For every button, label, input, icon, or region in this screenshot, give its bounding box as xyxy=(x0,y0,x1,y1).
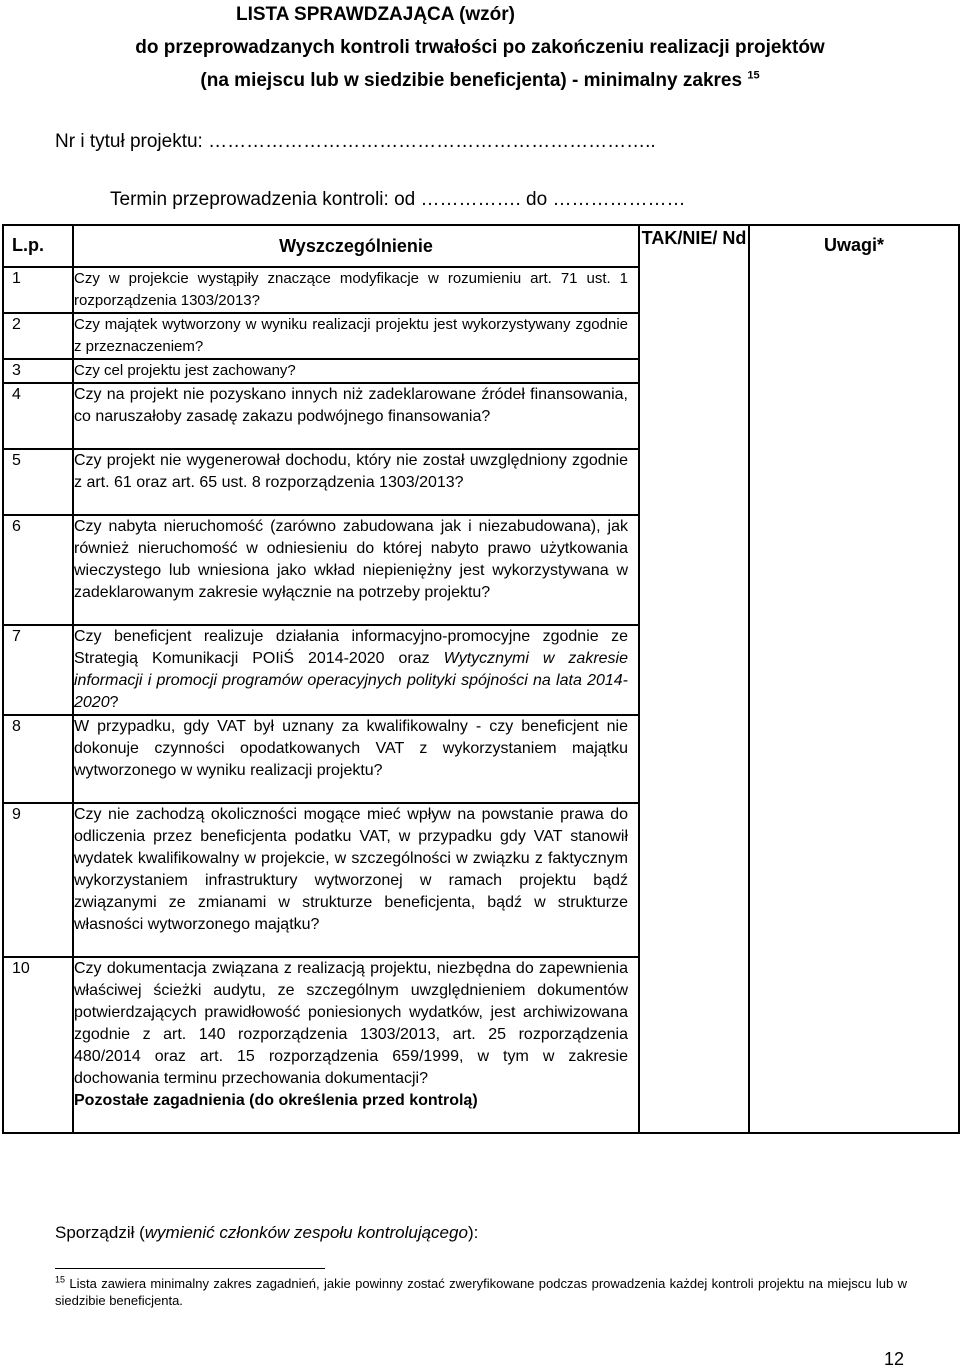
question-text: Czy na projekt nie pozyskano innych niż zadeklarowane źródeł finansowania, co naruszałoby zasadę zakazu podwójnego finansowania? xyxy=(74,386,628,425)
row-question xyxy=(73,715,639,803)
row-number: 3 xyxy=(3,359,73,383)
question-text: Czy projekt nie wygenerował dochodu, który nie został uwzględniony zgodnie z art. 61 oraz art. 65 ust. 8 rozporządzenia 1303/2013? xyxy=(74,452,628,491)
checklist-table xyxy=(2,224,960,1134)
footnote-text: Lista zawiera minimalny zakres zagadnień, jakie powinny zostać zweryfikowane podczas prowadzenia każdej kontroli projektu na miejscu lub w siedzibie beneficjenta. xyxy=(55,1276,907,1308)
prepared-by-end: ): xyxy=(467,1223,479,1242)
question-text-a: Czy beneficjent realizuje działania informacyjno-promocyjne zgodnie ze Strategią Komunikacji POIiŚ 2014-2020 oraz xyxy=(74,628,628,667)
header-answer: TAK/NIE/ Nd xyxy=(639,225,749,1133)
prepared-by xyxy=(55,1222,478,1244)
footnote-mark: 15 xyxy=(55,1274,66,1285)
project-title-field: Nr i tytuł projektu: …………………………………………………………….. xyxy=(55,131,656,152)
prepared-by-label: Sporządził ( xyxy=(55,1223,145,1242)
question-text: Czy nabyta nieruchomość (zarówno zabudowana jak i niezabudowana), jak również nieruchomość w odniesieniu do której nabyto prawo użytkowania wieczystego lub wniesiona jako wkład niepieniężny jest wykorzystywana w zadeklarowanym zakresie wyłącznie na potrzeby projektu? xyxy=(74,518,628,601)
document-scope xyxy=(0,69,960,93)
scope-text: (na miejscu lub w siedzibie beneficjenta) - minimalny zakres xyxy=(200,70,743,91)
document-title: LISTA SPRAWDZAJĄCA (wzór) xyxy=(236,4,516,25)
row-number: 4 xyxy=(3,383,73,449)
question-text: W przypadku, gdy VAT był uznany za kwalifikowalny - czy beneficjent nie dokonuje czynności opodatkowanych VAT z wykorzystaniem majątku wytworzonego w wyniku realizacji projektu? xyxy=(74,718,628,779)
question-text: Czy w projekcie wystąpiły znaczące modyfikacje w rozumieniu art. 71 ust. 1 rozporządzenia 1303/2013? xyxy=(74,270,628,309)
footnote-divider xyxy=(55,1268,325,1269)
row-number: 7 xyxy=(3,625,73,715)
other-issues-label: Pozostałe zagadnienia (do określenia przed kontrolą) xyxy=(74,1092,478,1109)
row-question xyxy=(73,359,639,383)
row-question xyxy=(73,625,639,715)
header-remarks: Uwagi* xyxy=(749,225,959,1133)
row-number: 1 xyxy=(3,267,73,313)
question-text: Czy nie zachodzą okoliczności mogące mieć wpływ na powstanie prawa do odliczenia przez beneficjenta podatku VAT, w przypadku gdy VAT stanowił wydatek kwalifikowalny w projekcie, w szczególności w związku z faktycznym wykorzystaniem infrastruktury wytworzonej w ramach projektu bądź związanymi ze zmianami w strukturze beneficjenta, bądź w strukturze własności wytworzonego majątku? xyxy=(74,806,628,933)
question-text: Czy cel projektu jest zachowany? xyxy=(74,362,296,379)
row-question xyxy=(73,449,639,515)
page-number: 12 xyxy=(884,1349,905,1369)
row-question xyxy=(73,515,639,625)
header-description: Wyszczególnienie xyxy=(73,225,639,267)
header-lp: L.p. xyxy=(3,225,73,267)
question-text: Czy dokumentacja związana z realizacją projektu, niezbędna do zapewnienia właściwej ścieżki audytu, ze szczególnym uwzględnieniem dokumentów potwierdzających prawidłowość poniesionych wydatków, jest archiwizowana zgodnie z art. 140 rozporządzenia 1303/2013, art. 25 rozporządzenia 480/2014 oraz art. 15 rozporządzenia 659/1999, w tym w zakresie dochowania terminu przechowania dokumentacji? xyxy=(74,960,628,1087)
document-subtitle: do przeprowadzanych kontroli trwałości po zakończeniu realizacji projektów xyxy=(135,37,825,58)
row-question xyxy=(73,313,639,359)
row-question xyxy=(73,267,639,313)
question-text: Czy majątek wytworzony w wyniku realizacji projektu jest wykorzystywany zgodnie z przeznaczeniem? xyxy=(74,316,628,355)
row-number: 9 xyxy=(3,803,73,957)
row-number: 5 xyxy=(3,449,73,515)
question-text-italic: Wytycznymi w zakresie informacji i promocji programów operacyjnych polityki spójności na lata 2014-2020 xyxy=(74,650,628,711)
footnote-reference: 15 xyxy=(747,69,760,82)
question-text-end: ? xyxy=(109,694,119,711)
row-number: 10 xyxy=(3,957,73,1133)
row-question xyxy=(73,803,639,957)
table-header-row xyxy=(3,225,959,267)
row-number: 6 xyxy=(3,515,73,625)
prepared-by-hint: wymienić członków zespołu kontrolującego xyxy=(144,1223,468,1242)
row-number: 8 xyxy=(3,715,73,803)
footnote xyxy=(55,1275,907,1309)
row-question xyxy=(73,957,639,1133)
row-question xyxy=(73,383,639,449)
inspection-date-field: Termin przeprowadzenia kontroli: od ……………. do ………………… xyxy=(110,189,686,210)
row-number: 2 xyxy=(3,313,73,359)
